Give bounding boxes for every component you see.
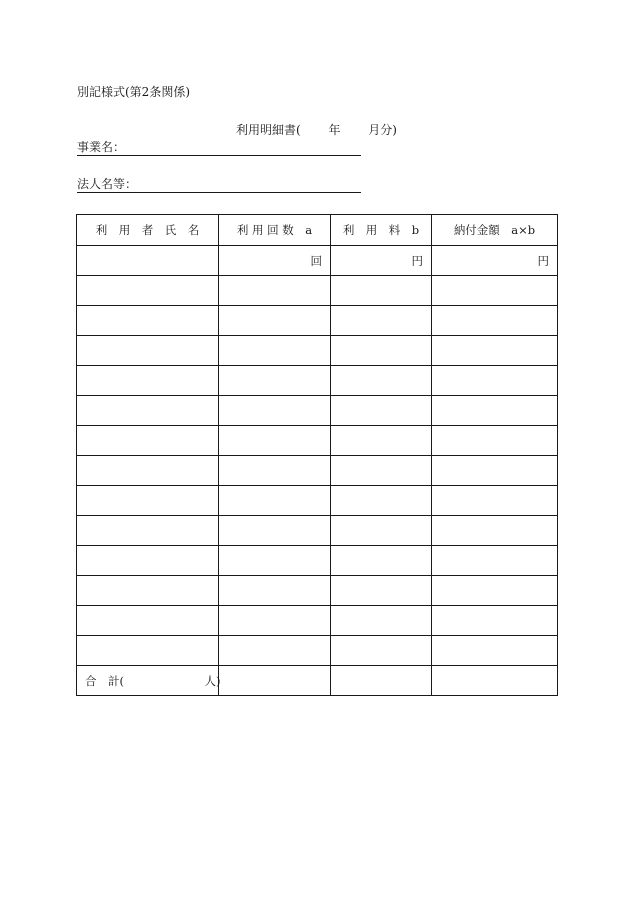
form-identifier: 別記様式(第2条関係) [77, 85, 190, 99]
table-total-row [77, 666, 558, 696]
cell-usage-count[interactable] [219, 576, 331, 606]
cell-user-name[interactable] [77, 456, 219, 486]
table-row [77, 606, 558, 636]
table-row [77, 516, 558, 546]
cell-usage-count[interactable] [219, 276, 331, 306]
cell-usage-count[interactable] [219, 486, 331, 516]
cell-usage-fee[interactable] [331, 336, 432, 366]
cell-user-name[interactable] [77, 426, 219, 456]
cell-payment-amount[interactable] [432, 396, 558, 426]
header-usage-count: 利 用 回 数 a [219, 215, 331, 246]
total-amount-cell[interactable] [432, 666, 558, 696]
cell-payment-amount[interactable] [432, 426, 558, 456]
cell-usage-fee[interactable] [331, 276, 432, 306]
cell-user-name[interactable] [77, 576, 219, 606]
table-row [77, 456, 558, 486]
cell-usage-count[interactable] [219, 546, 331, 576]
cell-usage-count[interactable] [219, 336, 331, 366]
usage-detail-table [76, 214, 558, 696]
table-row [77, 276, 558, 306]
unit-fee[interactable]: 円 [331, 246, 432, 276]
total-fee-cell[interactable] [331, 666, 432, 696]
business-name-field[interactable] [77, 140, 361, 156]
cell-usage-fee[interactable] [331, 456, 432, 486]
cell-usage-fee[interactable] [331, 306, 432, 336]
cell-usage-fee[interactable] [331, 576, 432, 606]
cell-user-name[interactable] [77, 486, 219, 516]
cell-payment-amount[interactable] [432, 606, 558, 636]
cell-usage-count[interactable] [219, 426, 331, 456]
table-header-row [77, 215, 558, 246]
cell-usage-fee[interactable] [331, 606, 432, 636]
table-row [77, 426, 558, 456]
table-row [77, 336, 558, 366]
cell-payment-amount[interactable] [432, 546, 558, 576]
cell-payment-amount[interactable] [432, 516, 558, 546]
cell-user-name[interactable] [77, 306, 219, 336]
corporation-name-field[interactable] [77, 177, 361, 193]
cell-usage-count[interactable] [219, 366, 331, 396]
document-title: 利用明細書( 年 月分) [236, 123, 397, 137]
cell-usage-fee[interactable] [331, 546, 432, 576]
table-row [77, 636, 558, 666]
table-row [77, 366, 558, 396]
cell-user-name[interactable] [77, 396, 219, 426]
cell-usage-count[interactable] [219, 636, 331, 666]
table-row [77, 396, 558, 426]
cell-usage-count[interactable] [219, 396, 331, 426]
table-row [77, 486, 558, 516]
unit-count[interactable]: 回 [219, 246, 331, 276]
cell-usage-count[interactable] [219, 516, 331, 546]
cell-usage-count[interactable] [219, 606, 331, 636]
total-count-cell[interactable] [219, 666, 331, 696]
header-payment-amount: 納付金額 a×b [432, 215, 558, 246]
cell-user-name[interactable] [77, 366, 219, 396]
cell-payment-amount[interactable] [432, 276, 558, 306]
cell-usage-fee[interactable] [331, 366, 432, 396]
cell-payment-amount[interactable] [432, 576, 558, 606]
cell-user-name[interactable] [77, 636, 219, 666]
cell-usage-fee[interactable] [331, 636, 432, 666]
table-row [77, 306, 558, 336]
cell-usage-fee[interactable] [331, 426, 432, 456]
corporation-name-label: 法人名等： [77, 177, 138, 191]
cell-user-name[interactable] [77, 606, 219, 636]
cell-usage-fee[interactable] [331, 486, 432, 516]
cell-payment-amount[interactable] [432, 366, 558, 396]
cell-usage-fee[interactable] [331, 516, 432, 546]
cell-user-name[interactable] [77, 516, 219, 546]
table-row [77, 546, 558, 576]
header-user-name: 利 用 者 氏 名 [77, 215, 219, 246]
header-usage-fee: 利 用 料 b [331, 215, 432, 246]
cell-usage-count[interactable] [219, 456, 331, 486]
cell-payment-amount[interactable] [432, 336, 558, 366]
cell-payment-amount[interactable] [432, 636, 558, 666]
cell-usage-count[interactable] [219, 306, 331, 336]
cell-user-name[interactable] [77, 276, 219, 306]
cell-payment-amount[interactable] [432, 306, 558, 336]
business-name-label: 事業名： [77, 140, 126, 154]
unit-amount[interactable]: 円 [432, 246, 558, 276]
cell-payment-amount[interactable] [432, 486, 558, 516]
table-row-units [77, 246, 558, 276]
cell-payment-amount[interactable] [432, 456, 558, 486]
cell-user-name[interactable] [77, 546, 219, 576]
cell-usage-fee[interactable] [331, 396, 432, 426]
cell-user-name[interactable] [77, 246, 219, 276]
cell-user-name[interactable] [77, 336, 219, 366]
table-row [77, 576, 558, 606]
total-label: 合 計( 人) [77, 666, 219, 696]
